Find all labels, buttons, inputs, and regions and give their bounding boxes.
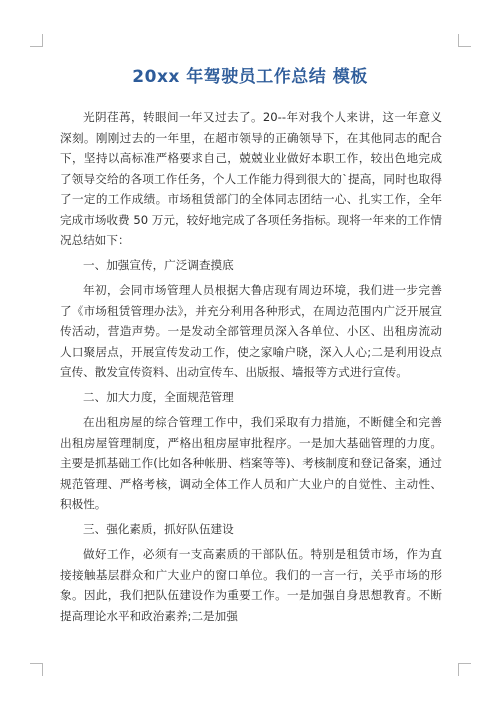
section-3-paragraph: 做好工作，必须有一支高素质的干部队伍。特别是租赁市场，作为直接接触基层群众和广大业户的窗口单位。我们的一言一行，关乎市场的形象。因此，我们把队伍建设作为重要工作。一是加强自身思想教育。不断提高理论水平和政治素养;二是加强 [60, 547, 442, 623]
crop-mark-bottom-right [458, 663, 471, 676]
crop-mark-top-right [458, 34, 471, 47]
section-heading-2: 二、加大力度，全面规范管理 [83, 390, 234, 404]
crop-mark-top-left [30, 34, 43, 47]
section-heading-3: 三、强化素质，抓好队伍建设 [83, 522, 234, 536]
section-1-paragraph: 年初，会同市场管理人员根据大鲁店现有周边环境，我们进一步完善了《市场租赁管理办法》，并充分利用各种形式，在周边范围内广泛开展宣传活动，营造声势。一是发动全部管理员深入各单位、小区、出租房流动人口聚居点，开展宣传发动工作，使之家喻户晓，深入人心;二是利用设点宣传、散发宣传资料、出动宣传车、出版报、墙报等方式进行宣传。 [60, 283, 442, 379]
document-body [60, 107, 442, 631]
section-heading-1: 一、加强宣传，广泛调查摸底 [83, 258, 234, 272]
intro-paragraph: 光阴荏苒，转眼间一年又过去了。20--年对我个人来讲，这一年意义深刻。刚刚过去的一年里，在超市领导的正确领导下，在其他同志的配合下，坚持以高标准严格要求自己，兢兢业业做好本职工作，较出色地完成了领导交给的各项工作任务，个人工作能力得到很大的`提高，同时也取得了一定的工作成绩。市场租赁部门的全体同志团结一心、扎实工作，全年完成市场收费 50 万元，较好地完成了各项任务指标。现将一年来的工作情况总结如下： [60, 110, 442, 247]
page-title: 20xx 年驾驶员工作总结 模板 [132, 67, 368, 87]
section-2-paragraph: 在出租房屋的综合管理工作中，我们采取有力措施，不断健全和完善出租房屋管理制度，严格出租房屋审批程序。一是加大基础管理的力度。主要是抓基础工作(比如各种帐册、档案等等)、考核制度和登记备案，通过规范管理、严格考核，调动全体工作人员和广大业户的自觉性、主动性、积极性。 [60, 415, 442, 511]
crop-mark-bottom-left [30, 663, 43, 676]
